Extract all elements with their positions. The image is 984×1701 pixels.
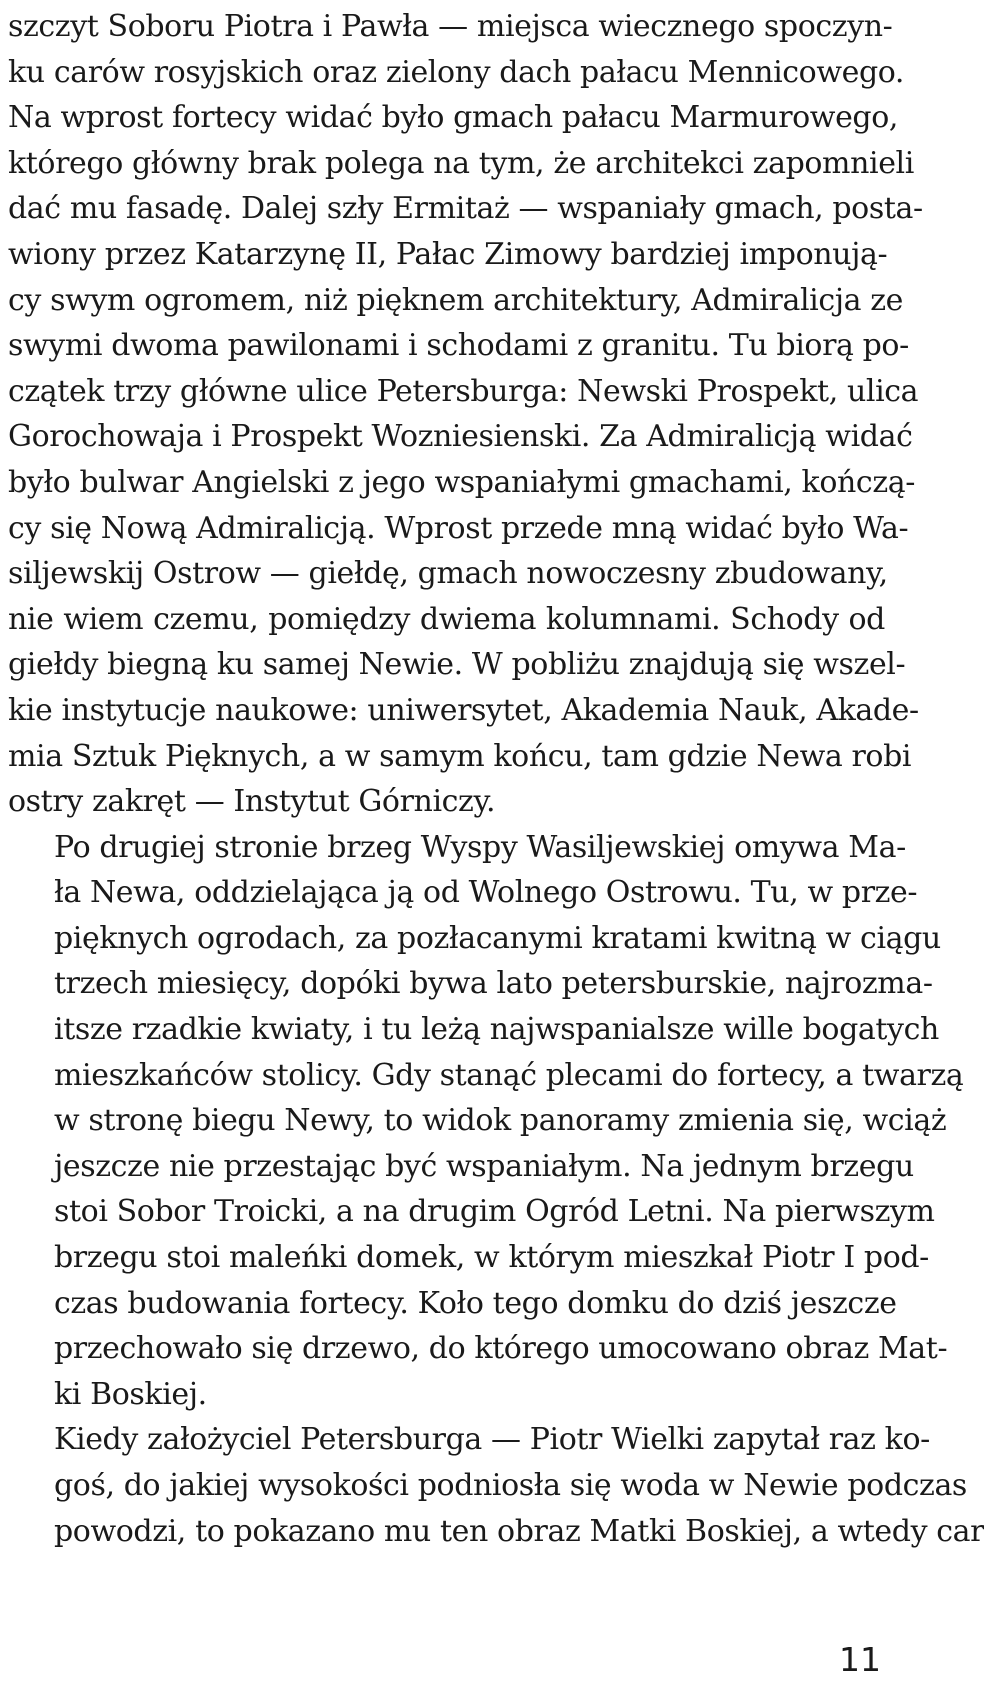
page-number: 11 [839,1640,881,1679]
text-line: mieszkańców stolicy. Gdy stanąć plecami do fortecy, a twarzą [54,1057,964,1093]
text-line: itsze rzadkie kwiaty, i tu leżą najwspanialsze wille bogatych [54,1012,939,1048]
text-line: nie wiem czemu, pomiędzy dwiema kolumnami. Schody od [8,601,885,637]
text-line: dać mu fasadę. Dalej szły Ermitaż — wspaniały gmach, posta- [8,191,923,227]
text-line: szczyt Soboru Piotra i Pawła — miejsca wiecznego spoczyn- [8,9,893,44]
text-line: ła Newa, oddzielająca ją od Wolnego Ostrowu. Tu, w prze- [54,875,918,911]
text-line: stoi Sobor Troicki, a na drugim Ogród Letni. Na pierwszym [54,1194,935,1230]
paragraph [8,825,964,1418]
text-line: goś, do jakiej wysokości podniosła się woda w Newie podczas [54,1468,967,1503]
text-line: czas budowania fortecy. Koło tego domku do dziś jeszcze [54,1285,897,1321]
text-line: przechowało się drzewo, do którego umocowano obraz Mat- [54,1331,948,1367]
text-line: brzegu stoi maleńki domek, w którym mieszkał Piotr I pod- [54,1240,929,1276]
paragraph [8,4,923,825]
text-line: jeszcze nie przestając być wspaniałym. Na jednym brzegu [54,1148,914,1184]
text-line: Po drugiej stronie brzeg Wyspy Wasiljewskiej omywa Ma- [54,829,906,865]
text-line: trzech miesięcy, dopóki bywa lato petersburskie, najrozma- [54,966,933,1002]
text-line: którego główny brak polega na tym, że architekci zapomnieli [8,145,914,181]
paragraph [8,1417,984,1554]
text-line: siljewskij Ostrow — giełdę, gmach nowoczesny zbudowany, [8,556,888,592]
text-line: czątek trzy główne ulice Petersburga: Newski Prospekt, ulica [8,373,919,409]
text-line: wiony przez Katarzynę II, Pałac Zimowy bardziej imponują- [8,236,888,272]
text-line: kie instytucje naukowe: uniwersytet, Akademia Nauk, Akade- [8,692,919,728]
text-line: ostry zakręt — Instytut Górniczy. [8,784,496,820]
text-line: Na wprost fortecy widać było gmach pałacu Marmurowego, [8,100,899,136]
text-line: mia Sztuk Pięknych, a w samym końcu, tam gdzie Newa robi [8,738,912,774]
body-text [8,4,984,1554]
text-line: swymi dwoma pawilonami i schodami z granitu. Tu biorą po- [8,328,909,364]
text-line: było bulwar Angielski z jego wspaniałymi gmachami, kończą- [8,464,915,500]
text-line: Kiedy założyciel Petersburga — Piotr Wielki zapytał raz ko- [54,1422,930,1458]
text-line: Gorochowaja i Prospekt Wozniesienski. Za Admiralicją widać [8,419,913,455]
text-line: cy swym ogromem, niż pięknem architektury, Admiralicja ze [8,282,904,318]
text-line: ki Boskiej. [54,1376,207,1412]
text-line: ku carów rosyjskich oraz zielony dach pałacu Mennicowego. [8,54,905,90]
text-line: pięknych ogrodach, za pozłacanymi kratami kwitną w ciągu [54,920,941,956]
text-line: giełdy biegną ku samej Newie. W pobliżu znajdują się wszel- [8,647,906,683]
text-line: cy się Nową Admiralicją. Wprost przede mną widać było Wa- [8,510,909,546]
book-page [8,0,984,1701]
text-line: powodzi, to pokazano mu ten obraz Matki Boskiej, a wtedy car [54,1513,984,1549]
text-line: w stronę biegu Newy, to widok panoramy zmienia się, wciąż [54,1103,947,1139]
